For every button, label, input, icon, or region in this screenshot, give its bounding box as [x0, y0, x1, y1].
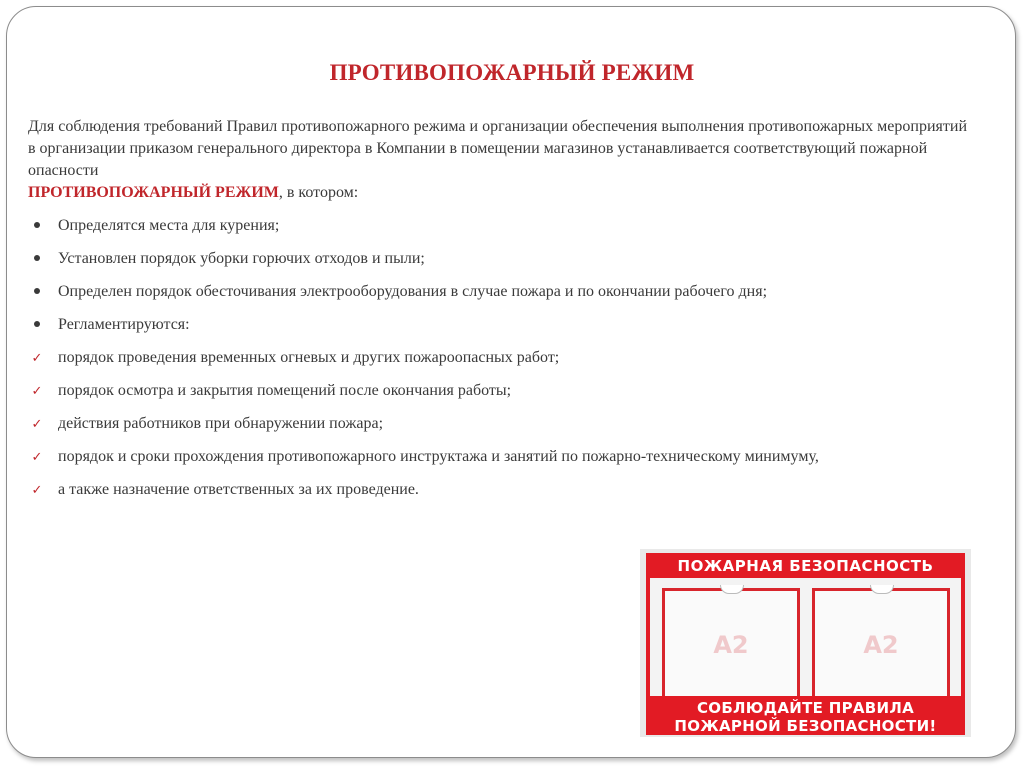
bullet-icon — [30, 280, 44, 303]
list-item-text: Установлен порядок уборки горючих отходов и пыли; — [58, 250, 425, 267]
checkmark-icon: ✓ — [31, 383, 43, 398]
list-item-text: Определятся места для курения; — [58, 217, 280, 234]
list-item — [28, 412, 973, 435]
regulation-list — [28, 214, 973, 501]
checkmark-icon: ✓ — [31, 449, 43, 464]
list-item — [28, 445, 973, 468]
list-item — [28, 214, 973, 237]
checkmark-icon: ✓ — [31, 482, 43, 497]
list-item-text: а также назначение ответственных за их проведение. — [58, 481, 419, 498]
poster-footer-line1: СОБЛЮДАЙТЕ ПРАВИЛА — [696, 699, 915, 717]
list-item — [28, 280, 973, 303]
list-item-text: порядок и сроки прохождения противопожарного инструктажа и занятий по пожарно-техническому минимуму, — [58, 448, 819, 465]
list-item-text: порядок осмотра и закрытия помещений после окончания работы; — [58, 382, 512, 399]
list-item-text: Определен порядок обесточивания электрооборудования в случае пожара и по окончании рабочего дня; — [58, 283, 768, 300]
pocket-label: А2 — [863, 631, 899, 659]
slide-body — [28, 116, 973, 501]
bullet-icon — [30, 214, 44, 237]
list-item — [28, 379, 973, 402]
list-item — [28, 313, 973, 336]
list-item-text: Регламентируются: — [58, 316, 190, 333]
list-item — [28, 247, 973, 270]
checkmark-icon: ✓ — [31, 350, 43, 365]
list-item — [28, 478, 973, 501]
poster-footer — [646, 699, 965, 735]
checkmark-icon: ✓ — [31, 416, 43, 431]
list-item-text: действия работников при обнаружении пожара; — [58, 415, 384, 432]
pocket-label: А2 — [713, 631, 749, 659]
poster-header: ПОЖАРНАЯ БЕЗОПАСНОСТЬ — [677, 557, 934, 575]
poster-board — [646, 553, 965, 735]
bullet-icon — [30, 247, 44, 270]
poster-pockets-area — [650, 578, 961, 696]
intro-highlight: ПРОТИВОПОЖАРНЫЙ РЕЖИМ — [28, 184, 279, 201]
pocket-tab — [720, 585, 744, 594]
list-item-text: порядок проведения временных огневых и других пожароопасных работ; — [58, 349, 560, 366]
pocket-tab — [870, 585, 894, 594]
slide-title: ПРОТИВОПОЖАРНЫЙ РЕЖИМ — [329, 60, 695, 85]
fire-safety-poster — [640, 549, 971, 737]
list-item — [28, 346, 973, 369]
intro-tail: , в котором: — [278, 184, 359, 201]
intro-text: Для соблюдения требований Правил противопожарного режима и организации обеспечения выполнения противопожарных мероприятий в организации приказом генерального директора в Компании в помещении магазинов устанавливается соответствующий пожарной опасности — [28, 118, 967, 179]
bullet-icon — [30, 313, 44, 336]
intro-paragraph — [28, 116, 973, 204]
a2-pocket-right — [812, 588, 950, 696]
a2-pocket-left — [662, 588, 800, 696]
poster-footer-line2: ПОЖАРНОЙ БЕЗОПАСНОСТИ! — [674, 717, 937, 735]
